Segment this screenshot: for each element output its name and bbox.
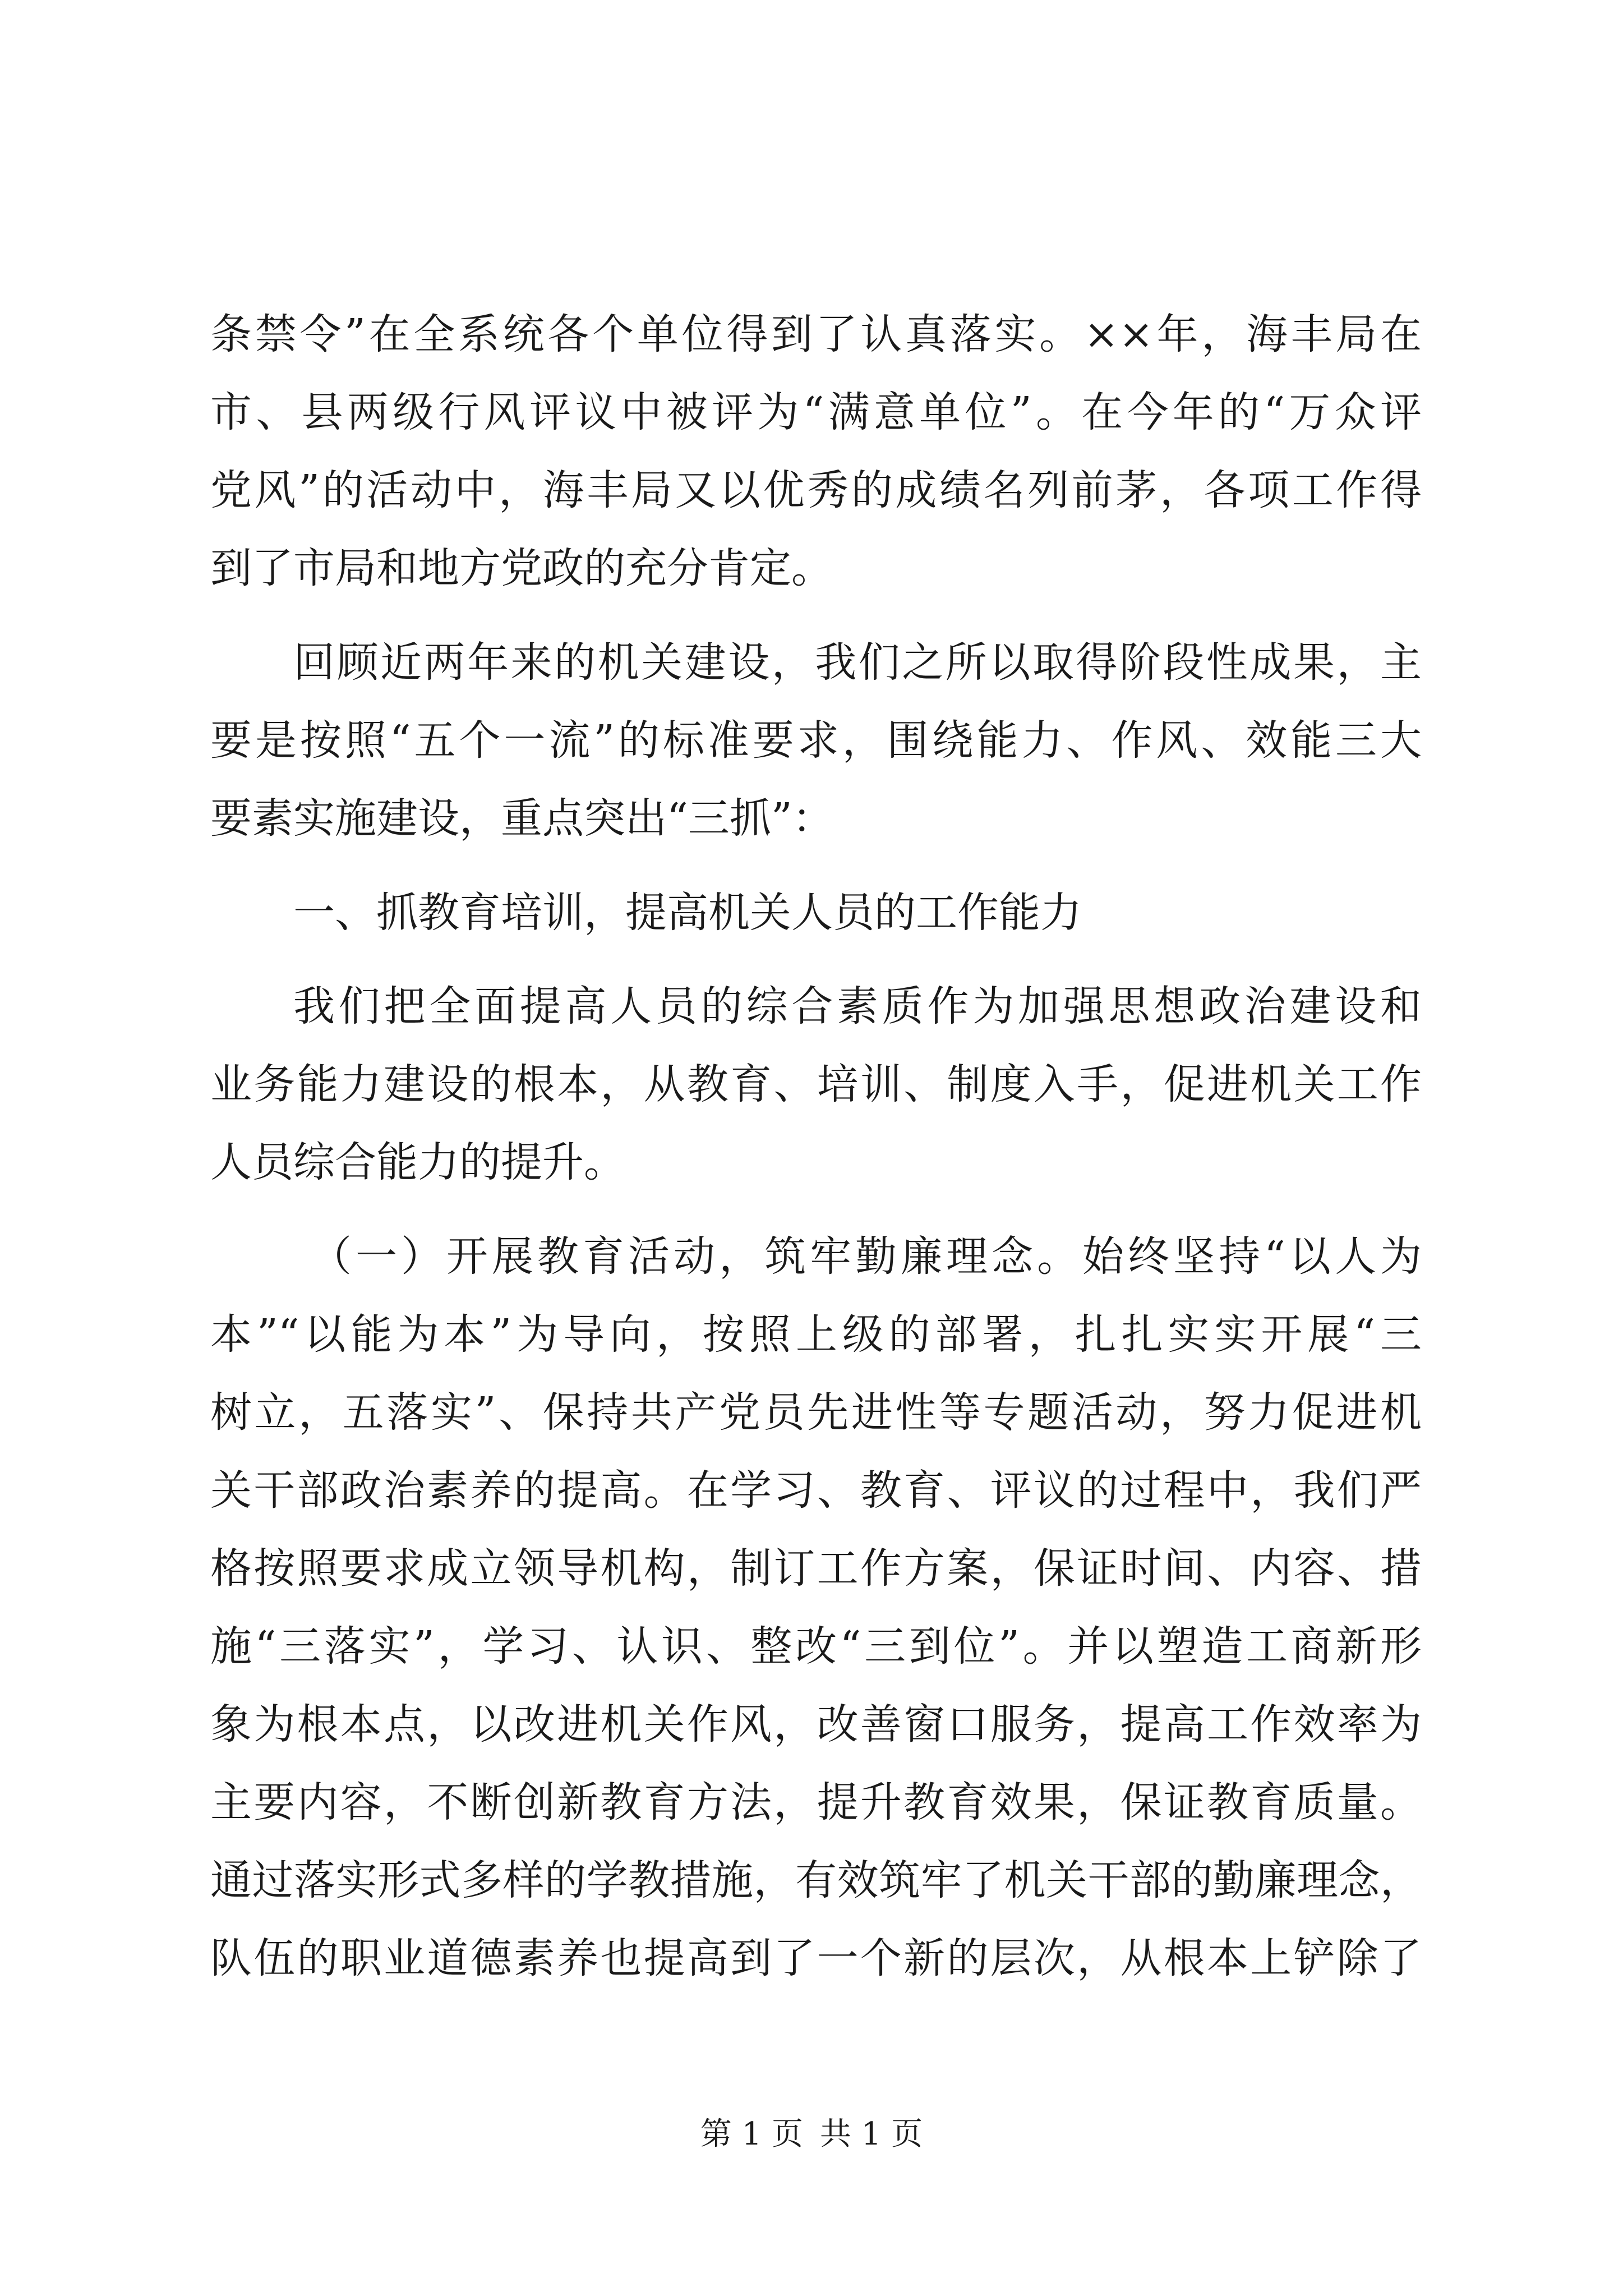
text-line: 树立，五落实”、保持共产党员先进性等专题活动，努力促进机 bbox=[210, 1388, 1422, 1437]
text-line: 党风”的活动中，海丰局又以优秀的成绩名列前茅，各项工作得 bbox=[210, 466, 1422, 514]
text-line: 通过落实形式多样的学教措施，有效筑牢了机关干部的勤廉理念， bbox=[210, 1856, 1422, 1904]
text-line: 关干部政治素养的提高。在学习、教育、评议的过程中，我们严 bbox=[210, 1466, 1422, 1515]
text-line: 队伍的职业道德素养也提高到了一个新的层次，从根本上铲除了 bbox=[210, 1934, 1422, 1982]
text-line: 格按照要求成立领导机构，制订工作方案，保证时间、内容、措 bbox=[210, 1544, 1422, 1593]
text-line: 条禁令”在全系统各个单位得到了认真落实。××年，海丰局在 bbox=[210, 310, 1422, 358]
text-line: 市、县两级行风评议中被评为“满意单位”。在今年的“万众评 bbox=[210, 388, 1422, 436]
page-number-total: 共 1 页 bbox=[820, 2116, 923, 2152]
text-line: 要是按照“五个一流”的标准要求，围绕能力、作风、效能三大 bbox=[210, 716, 1422, 765]
page-number-current: 第 1 页 bbox=[700, 2116, 803, 2152]
paragraph-first-line: 我们把全面提高人员的综合素质作为加强思想政治建设和 bbox=[293, 982, 1422, 1030]
text-line: 施“三落实”，学习、认识、整改“三到位”。并以塑造工商新形 bbox=[210, 1622, 1422, 1671]
text-line: 业务能力建设的根本，从教育、培训、制度入手，促进机关工作 bbox=[210, 1060, 1422, 1108]
text-line: 象为根本点，以改进机关作风，改善窗口服务，提高工作效率为 bbox=[210, 1700, 1422, 1749]
text-line: 要素实施建设，重点突出“三抓”： bbox=[210, 794, 834, 843]
section-heading: 一、抓教育培训，提高机关人员的工作能力 bbox=[293, 889, 1082, 937]
text-line: 到了市局和地方党政的充分肯定。 bbox=[210, 544, 833, 592]
subsection-first-line: （一）开展教育活动，筑牢勤廉理念。始终坚持“以人为 bbox=[310, 1232, 1422, 1281]
text-line: 人员综合能力的提升。 bbox=[210, 1138, 625, 1186]
text-line: 本”“以能为本”为导向，按照上级的部署，扎扎实实开展“三 bbox=[210, 1310, 1422, 1359]
text-line: 主要内容，不断创新教育方法，提升教育效果，保证教育质量。 bbox=[210, 1778, 1422, 1826]
paragraph-first-line: 回顾近两年来的机关建设，我们之所以取得阶段性成果，主 bbox=[293, 638, 1422, 687]
page-footer bbox=[0, 2115, 1623, 2154]
